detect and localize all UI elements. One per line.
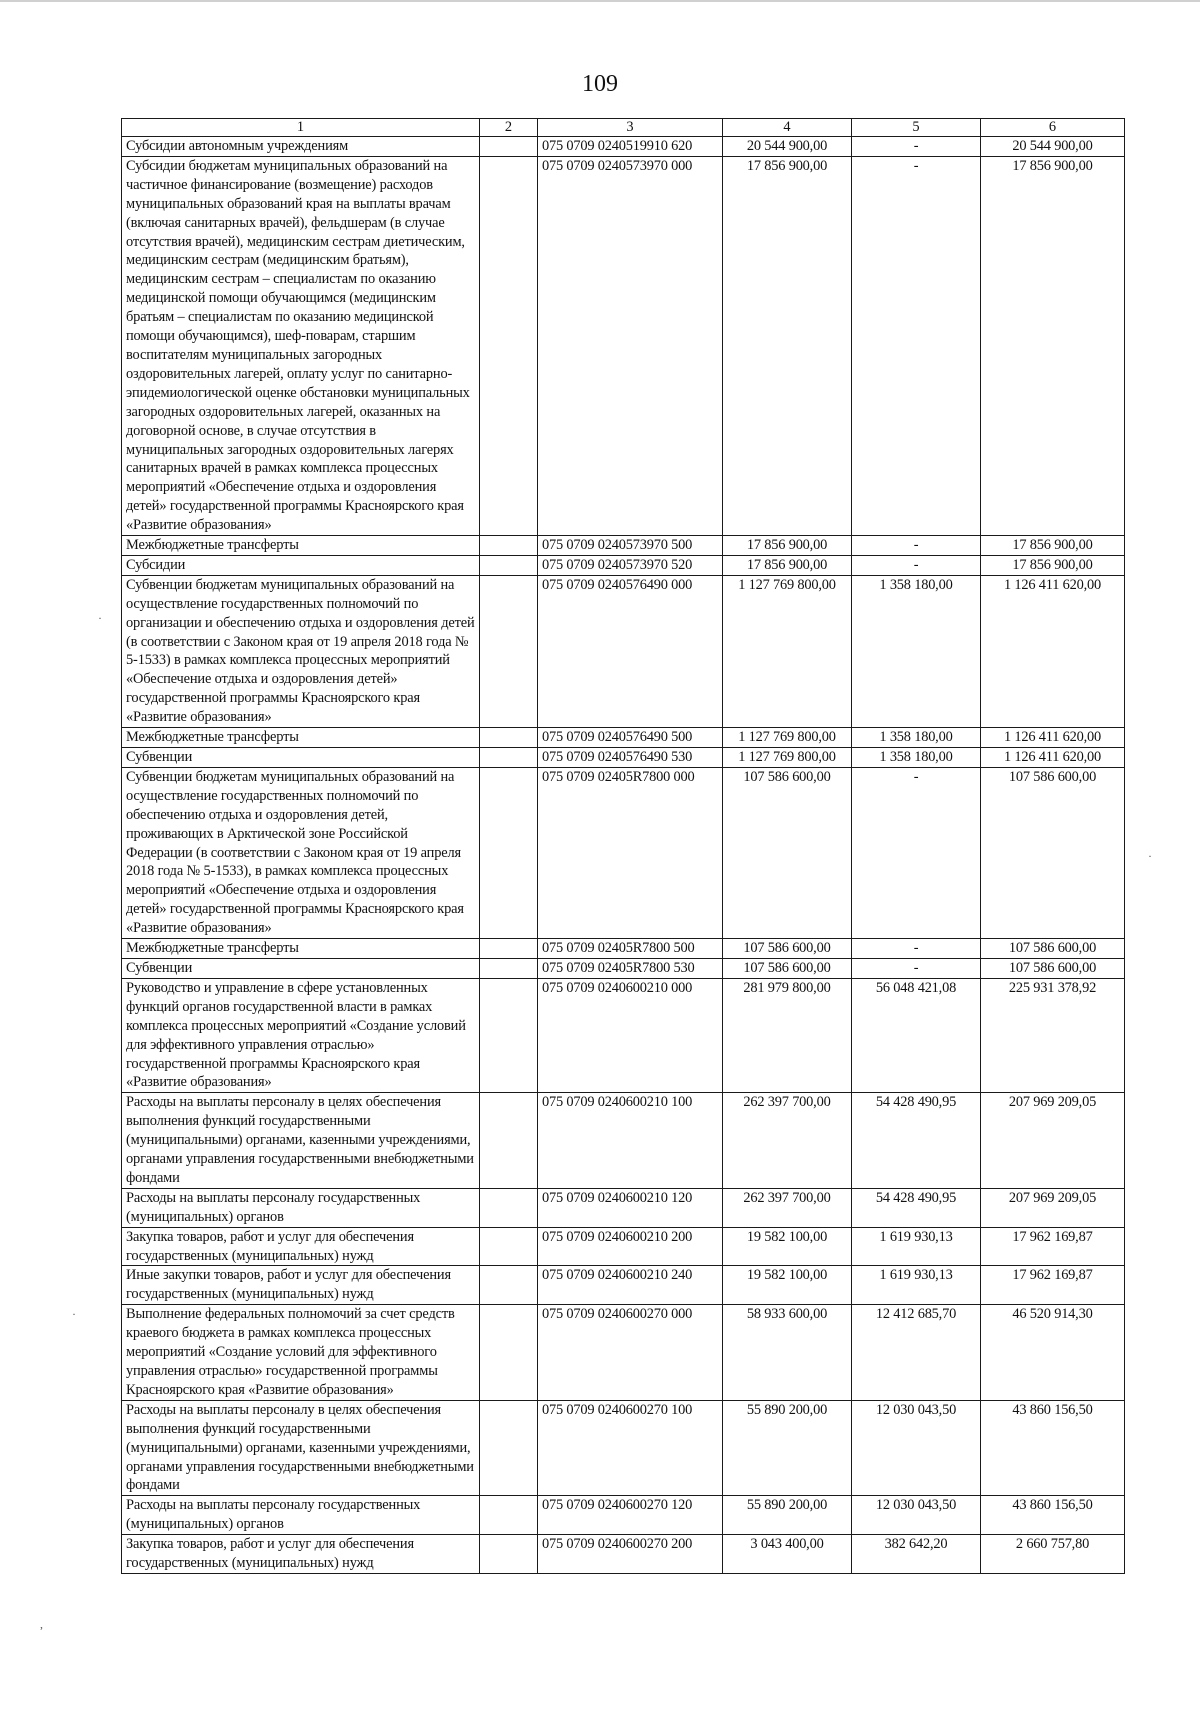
row-plan-amount: 19 582 100,00 [723, 1266, 852, 1305]
column-header: 1 [122, 119, 480, 137]
row-name: Субсидии бюджетам муниципальных образований на частичное финансирование (возмещение) расходов муниципальных образований края на выплаты врачам (включая санитарных врачей), фельдшерам (в случае отсутствия врачей), медицинским сестрам диетическим, медицинским сестрам (медицинским братьям), медицинским сестрам – специалистам по оказанию медицинской помощи обучающимся (медицинским братьям – специалистам по оказанию медицинской помощи обучающимся), шеф-поварам, старшим воспитателям муниципальных загородных оздоровительных лагерей, оплату услуг по санитарно-эпидемиологической оценке обстановки муниципальных загородных оздоровительных лагерей, оказанных на договорной основе, в случае отсутствия в муниципальных загородных оздоровительных лагерях санитарных врачей в рамках комплекса процессных мероприятий «Обеспечение отдыха и оздоровления детей» государственной программы Красноярского края «Развитие образования» [122, 156, 480, 535]
row-col2 [480, 575, 538, 727]
page-number: 109 [582, 71, 618, 97]
row-change-amount: - [852, 536, 981, 556]
scan-speck: · [1148, 849, 1152, 863]
scan-speck: · [72, 1307, 76, 1321]
row-plan-amount: 107 586 600,00 [723, 939, 852, 959]
row-plan-amount: 19 582 100,00 [723, 1227, 852, 1266]
row-plan-amount: 107 586 600,00 [723, 767, 852, 938]
table-row [122, 939, 1125, 959]
row-col2 [480, 728, 538, 748]
scan-speck: , [40, 1617, 43, 1631]
row-col2 [480, 939, 538, 959]
row-col2 [480, 1227, 538, 1266]
table-row [122, 575, 1125, 727]
row-col2 [480, 978, 538, 1092]
row-name: Закупка товаров, работ и услуг для обеспечения государственных (муниципальных) нужд [122, 1535, 480, 1574]
row-code: 075 0709 0240600210 000 [538, 978, 723, 1092]
row-name: Субвенции бюджетам муниципальных образований на осуществление государственных полномочий по организации и обеспечению отдыха и оздоровления детей (в соответствии с Законом края от 19 апреля 2018 года № 5-1533) в рамках комплекса процессных мероприятий «Обеспечение отдыха и оздоровления детей» государственной программы Красноярского края «Развитие образования» [122, 575, 480, 727]
row-total-amount: 43 860 156,50 [981, 1496, 1125, 1535]
row-code: 075 0709 02405R7800 530 [538, 958, 723, 978]
table-row [122, 137, 1125, 157]
budget-table [121, 118, 1125, 1574]
row-plan-amount: 58 933 600,00 [723, 1305, 852, 1401]
table-row [122, 156, 1125, 535]
row-total-amount: 17 856 900,00 [981, 555, 1125, 575]
row-total-amount: 20 544 900,00 [981, 137, 1125, 157]
row-change-amount: 12 412 685,70 [852, 1305, 981, 1401]
row-change-amount: - [852, 767, 981, 938]
row-name: Субвенции [122, 958, 480, 978]
row-col2 [480, 536, 538, 556]
row-change-amount: 1 358 180,00 [852, 728, 981, 748]
row-total-amount: 1 126 411 620,00 [981, 728, 1125, 748]
row-change-amount: 12 030 043,50 [852, 1400, 981, 1496]
column-header: 4 [723, 119, 852, 137]
row-change-amount: 54 428 490,95 [852, 1093, 981, 1189]
table-row [122, 1496, 1125, 1535]
row-change-amount: 1 358 180,00 [852, 748, 981, 768]
row-code: 075 0709 0240600270 100 [538, 1400, 723, 1496]
row-total-amount: 43 860 156,50 [981, 1400, 1125, 1496]
row-change-amount: - [852, 939, 981, 959]
row-total-amount: 2 660 757,80 [981, 1535, 1125, 1574]
row-total-amount: 207 969 209,05 [981, 1188, 1125, 1227]
table-header-row [122, 119, 1125, 137]
table-row [122, 748, 1125, 768]
row-name: Расходы на выплаты персоналу государственных (муниципальных) органов [122, 1496, 480, 1535]
column-header: 2 [480, 119, 538, 137]
row-name: Субвенции [122, 748, 480, 768]
row-code: 075 0709 0240576490 500 [538, 728, 723, 748]
table-row [122, 1266, 1125, 1305]
row-change-amount: 56 048 421,08 [852, 978, 981, 1092]
row-plan-amount: 1 127 769 800,00 [723, 575, 852, 727]
table-row [122, 536, 1125, 556]
row-plan-amount: 3 043 400,00 [723, 1535, 852, 1574]
table-row [122, 555, 1125, 575]
row-total-amount: 17 856 900,00 [981, 156, 1125, 535]
row-change-amount: 382 642,20 [852, 1535, 981, 1574]
row-col2 [480, 1400, 538, 1496]
row-name: Руководство и управление в сфере установленных функций органов государственной власти в рамках комплекса процессных мероприятий «Создание условий для эффективного управления отраслью» государственной программы Красноярского края «Развитие образования» [122, 978, 480, 1092]
row-plan-amount: 262 397 700,00 [723, 1188, 852, 1227]
row-total-amount: 107 586 600,00 [981, 767, 1125, 938]
row-code: 075 0709 0240600270 120 [538, 1496, 723, 1535]
row-change-amount: 12 030 043,50 [852, 1496, 981, 1535]
scan-edge [0, 0, 1200, 2]
row-code: 075 0709 0240573970 500 [538, 536, 723, 556]
row-total-amount: 17 856 900,00 [981, 536, 1125, 556]
row-code: 075 0709 0240519910 620 [538, 137, 723, 157]
row-name: Расходы на выплаты персоналу государственных (муниципальных) органов [122, 1188, 480, 1227]
row-name: Закупка товаров, работ и услуг для обеспечения государственных (муниципальных) нужд [122, 1227, 480, 1266]
table-row [122, 1093, 1125, 1189]
row-change-amount: 1 619 930,13 [852, 1227, 981, 1266]
row-total-amount: 17 962 169,87 [981, 1227, 1125, 1266]
row-name: Субвенции бюджетам муниципальных образований на осуществление государственных полномочий по обеспечению отдыха и оздоровления детей, проживающих в Арктической зоне Российской Федерации (в соответствии с Законом края от 19 апреля 2018 года № 5-1533), в рамках комплекса процессных мероприятий «Обеспечение отдыха и оздоровления детей» государственной программы Красноярского края «Развитие образования» [122, 767, 480, 938]
row-change-amount: - [852, 958, 981, 978]
table-row [122, 978, 1125, 1092]
row-code: 075 0709 0240573970 520 [538, 555, 723, 575]
table-row [122, 1188, 1125, 1227]
column-header: 5 [852, 119, 981, 137]
row-plan-amount: 262 397 700,00 [723, 1093, 852, 1189]
row-name: Расходы на выплаты персоналу в целях обеспечения выполнения функций государственными (муниципальными) органами, казенными учреждениями, органами управления государственными внебюджетными фондами [122, 1400, 480, 1496]
row-change-amount: - [852, 137, 981, 157]
table-row [122, 958, 1125, 978]
row-col2 [480, 1266, 538, 1305]
row-total-amount: 17 962 169,87 [981, 1266, 1125, 1305]
row-col2 [480, 1305, 538, 1401]
row-plan-amount: 20 544 900,00 [723, 137, 852, 157]
row-total-amount: 1 126 411 620,00 [981, 748, 1125, 768]
row-change-amount: - [852, 156, 981, 535]
row-col2 [480, 1093, 538, 1189]
row-code: 075 0709 0240576490 530 [538, 748, 723, 768]
table-row [122, 1305, 1125, 1401]
row-col2 [480, 748, 538, 768]
row-col2 [480, 137, 538, 157]
column-header: 3 [538, 119, 723, 137]
row-plan-amount: 55 890 200,00 [723, 1400, 852, 1496]
row-change-amount: 54 428 490,95 [852, 1188, 981, 1227]
row-total-amount: 225 931 378,92 [981, 978, 1125, 1092]
row-code: 075 0709 02405R7800 000 [538, 767, 723, 938]
row-col2 [480, 958, 538, 978]
row-code: 075 0709 0240573970 000 [538, 156, 723, 535]
row-name: Межбюджетные трансферты [122, 536, 480, 556]
row-code: 075 0709 02405R7800 500 [538, 939, 723, 959]
table-row [122, 767, 1125, 938]
row-plan-amount: 17 856 900,00 [723, 555, 852, 575]
row-col2 [480, 767, 538, 938]
row-col2 [480, 555, 538, 575]
row-change-amount: 1 619 930,13 [852, 1266, 981, 1305]
row-name: Расходы на выплаты персоналу в целях обеспечения выполнения функций государственными (муниципальными) органами, казенными учреждениями, органами управления государственными внебюджетными фондами [122, 1093, 480, 1189]
row-code: 075 0709 0240600210 240 [538, 1266, 723, 1305]
table-row [122, 1535, 1125, 1574]
row-total-amount: 107 586 600,00 [981, 939, 1125, 959]
row-plan-amount: 1 127 769 800,00 [723, 728, 852, 748]
row-code: 075 0709 0240600270 200 [538, 1535, 723, 1574]
row-name: Межбюджетные трансферты [122, 939, 480, 959]
table-row [122, 728, 1125, 748]
row-plan-amount: 1 127 769 800,00 [723, 748, 852, 768]
scan-speck: · [98, 611, 102, 625]
row-total-amount: 107 586 600,00 [981, 958, 1125, 978]
row-code: 075 0709 0240600210 120 [538, 1188, 723, 1227]
row-name: Межбюджетные трансферты [122, 728, 480, 748]
row-total-amount: 46 520 914,30 [981, 1305, 1125, 1401]
row-name: Субсидии автономным учреждениям [122, 137, 480, 157]
table-body [122, 137, 1125, 1574]
row-total-amount: 1 126 411 620,00 [981, 575, 1125, 727]
row-change-amount: 1 358 180,00 [852, 575, 981, 727]
row-plan-amount: 55 890 200,00 [723, 1496, 852, 1535]
row-plan-amount: 107 586 600,00 [723, 958, 852, 978]
row-name: Выполнение федеральных полномочий за счет средств краевого бюджета в рамках комплекса процессных мероприятий «Создание условий для эффективного управления отраслью» государственной программы Красноярского края «Развитие образования» [122, 1305, 480, 1401]
row-plan-amount: 17 856 900,00 [723, 156, 852, 535]
row-col2 [480, 156, 538, 535]
row-change-amount: - [852, 555, 981, 575]
row-code: 075 0709 0240576490 000 [538, 575, 723, 727]
row-code: 075 0709 0240600210 200 [538, 1227, 723, 1266]
row-code: 075 0709 0240600210 100 [538, 1093, 723, 1189]
row-plan-amount: 281 979 800,00 [723, 978, 852, 1092]
row-name: Иные закупки товаров, работ и услуг для обеспечения государственных (муниципальных) нужд [122, 1266, 480, 1305]
row-col2 [480, 1496, 538, 1535]
row-name: Субсидии [122, 555, 480, 575]
row-plan-amount: 17 856 900,00 [723, 536, 852, 556]
table-row [122, 1227, 1125, 1266]
row-col2 [480, 1188, 538, 1227]
row-code: 075 0709 0240600270 000 [538, 1305, 723, 1401]
row-col2 [480, 1535, 538, 1574]
table-row [122, 1400, 1125, 1496]
column-header: 6 [981, 119, 1125, 137]
row-total-amount: 207 969 209,05 [981, 1093, 1125, 1189]
